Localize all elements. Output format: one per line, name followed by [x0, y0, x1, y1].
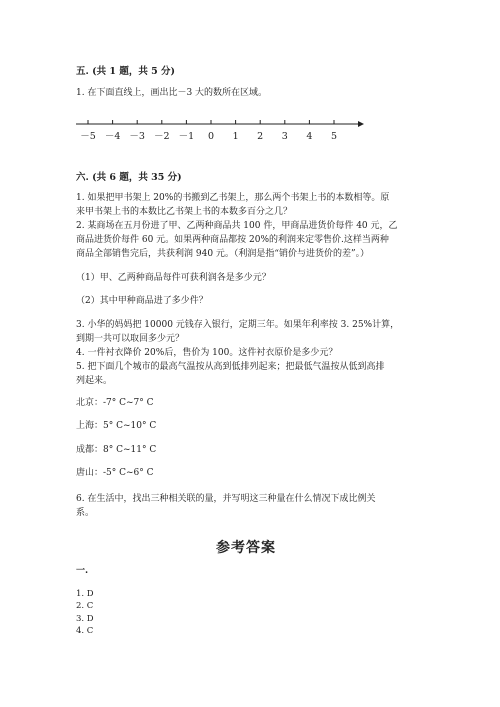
question-5-1: 1. 在下面直线上，画出比－3 大的数所在区域。 — [76, 88, 268, 98]
answer-item: 4. C — [76, 626, 94, 636]
question-6-6-line-1: 6. 在生活中，找出三种相关联的量，并写明这三种量在什么情况下成比例关 — [76, 494, 376, 504]
number-line-label: 5 — [330, 131, 338, 142]
number-line-label: 1 — [232, 131, 239, 142]
answer-item: 2. C — [76, 601, 94, 611]
question-6-1-line-1: 1. 如果把甲书架上 20%的书搬到乙书架上，那么两个书架上书的本数相等。原 — [76, 193, 390, 203]
answers-part-label: 一. — [76, 566, 89, 576]
question-6-5-line-1: 5. 把下面几个城市的最高气温按从高到低排列起来；把最低气温按从低到高排 — [76, 362, 385, 372]
number-line-label: －1 — [178, 131, 195, 142]
question-6-3-line-2: 到期一共可以取回多少元？ — [76, 334, 185, 344]
number-line-label: 2 — [257, 131, 264, 142]
city-temperature: 唐山：-5° C~6° C — [76, 468, 154, 478]
number-line-label: 3 — [281, 131, 288, 142]
number-line-label: －5 — [80, 131, 96, 142]
answers-title: 参考答案 — [216, 540, 276, 556]
city-temperature: 成都：8° C~11° C — [76, 445, 157, 455]
question-6-2-sub-1: （1）甲、乙两种商品每件可获利润各是多少元？ — [76, 273, 271, 283]
answer-item: 1. D — [76, 589, 94, 599]
section-5-heading: 五. (共 1 题，共 5 分) — [76, 66, 176, 77]
number-line-label: －2 — [154, 131, 170, 142]
question-6-6-line-2: 系。 — [76, 508, 95, 518]
number-line-label: 4 — [306, 131, 313, 142]
question-6-1-line-2: 来甲书架上书的本数比乙书架上书的本数多百分之几？ — [76, 207, 293, 217]
city-temperature: 北京：-7° C~7° C — [76, 398, 154, 408]
question-6-2-sub-2: （2）其中甲种商品进了多少件？ — [76, 296, 208, 306]
question-6-3-line-1: 3. 小华的妈妈把 10000 元钱存入银行，定期三年。如果年利率按 3. 25%计算， — [76, 320, 400, 330]
question-6-4: 4. 一件衬衣降价 20%后，售价为 100。这件衬衣原价是多少元？ — [76, 348, 338, 358]
number-line-arrow-icon — [358, 121, 364, 127]
number-line-svg — [72, 114, 372, 146]
section-6-heading: 六. (共 6 题，共 35 分) — [76, 172, 182, 183]
answer-item: 3. D — [76, 614, 94, 624]
number-line — [72, 114, 372, 150]
number-line-label: －4 — [104, 131, 121, 142]
question-6-2-line-3: 商品全部销售完后，共获利润 940 元。（利润是指“销价与进货价的差”。） — [76, 249, 370, 259]
question-6-5-line-2: 列起来。 — [76, 376, 113, 386]
question-6-2-line-1: 2. 某商场在五月份进了甲、乙两种商品共 100 件，甲商品进货价每件 40 元，乙 — [76, 221, 398, 231]
city-temperature: 上海：5° C~10° C — [76, 421, 157, 431]
number-line-label: －3 — [129, 131, 145, 142]
question-6-2-line-2: 商品进货价每件 60 元。如果两种商品都按 20%的利润来定零售价.这样当两种 — [76, 235, 389, 245]
number-line-label: 0 — [207, 131, 215, 142]
